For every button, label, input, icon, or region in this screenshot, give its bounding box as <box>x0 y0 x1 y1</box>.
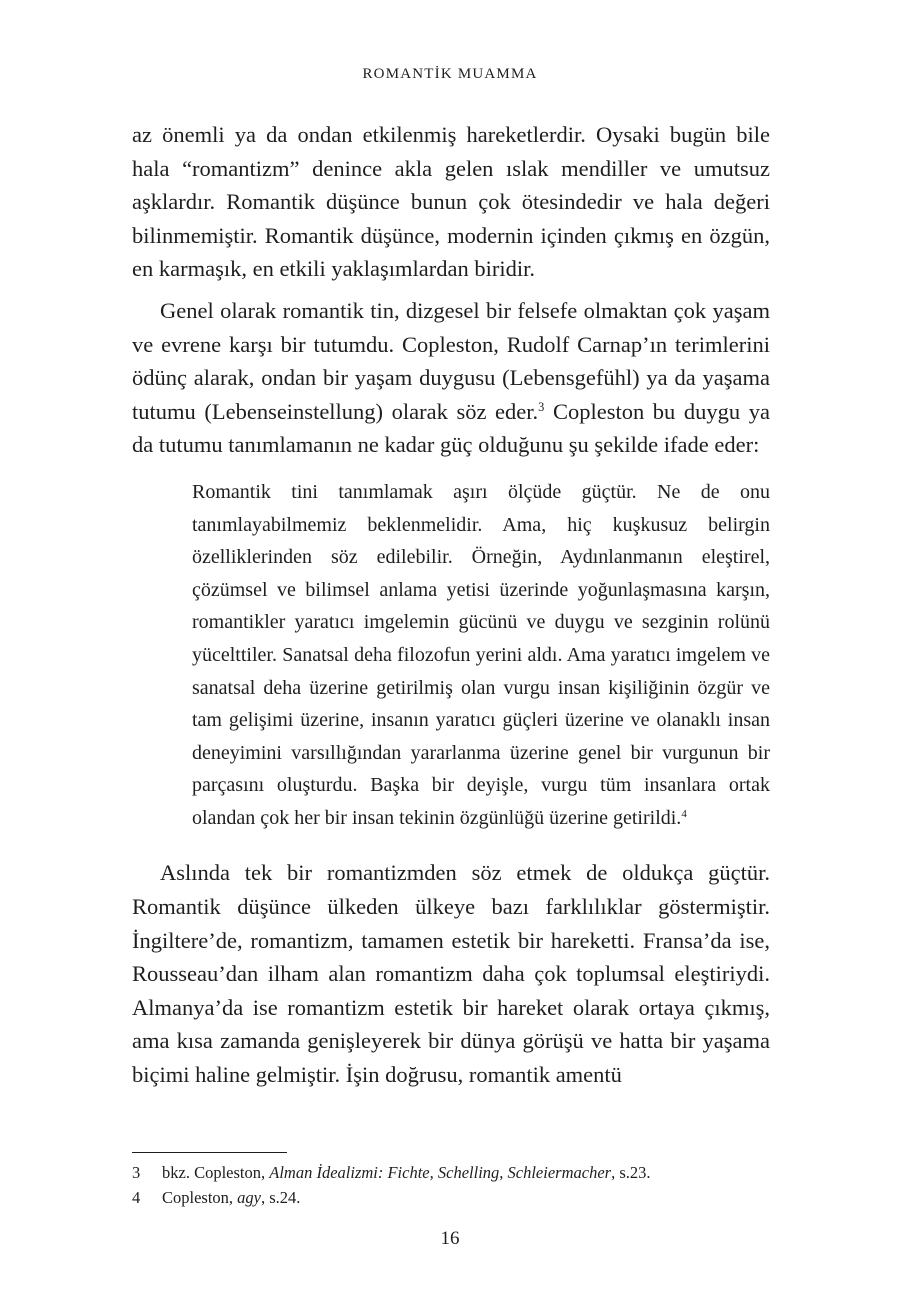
paragraph-1: az önemli ya da ondan etkilenmiş hareketlerdir. Oysaki bugün bile hala “romantizm” denince akla gelen ıslak mendiller ve umutsuz aşklardır. Romantik düşünce bunun çok ötesindedir ve hala değeri bilinmemiştir. Romantik düşünce, modernin içinden çıkmış en özgün, en karmaşık, en etkili yaklaşımlardan biridir. <box>132 122 770 282</box>
footnotes <box>132 1160 772 1210</box>
running-title: ROMANTİK MUAMMA <box>362 66 538 82</box>
paragraph-3: Aslında tek bir romantizmden söz etmek de oldukça güçtür. Romantik düşünce ülkeden ülkeye bazı farklılıklar göstermiştir. İngiltere’de, romantizm, tamamen estetik bir hareketti. Fransa’da ise, Rousseau’dan ilham alan romantizm daha çok toplumsal eleştiriydi. Almanya’da ise romantizm estetik bir hareket olarak ortaya çıkmış, ama kısa zamanda genişleyerek bir dünya görüşü ve hatta bir yaşama biçimi haline gelmiştir. İşin doğrusu, romantik amentü <box>132 860 770 1088</box>
block-quote <box>192 476 770 835</box>
footnote-pre: Copleston, <box>162 1188 238 1207</box>
footnote-ref-4[interactable]: 4 <box>681 807 687 820</box>
paragraph-2-part-1: Genel olarak romantik tin, dizgesel bir felsefe olmaktan çok yaşam ve evrene karşı bir tutumdu. Copleston, Rudolf Carnap’ın terimlerini ödünç alarak, ondan bir yaşam duygusu (Lebensgefühl) ya da yaşama tutumu (Lebenseinstellung) olarak söz eder. <box>132 297 770 424</box>
footnote-post: , s.23. <box>611 1163 651 1182</box>
footnote-title: Alman İdealizmi: Fichte, Schelling, Schleiermacher <box>269 1163 612 1182</box>
footnote-number: 4 <box>132 1188 141 1207</box>
body-text <box>132 118 770 1092</box>
footnote-number: 3 <box>132 1163 141 1182</box>
page-number: 16 <box>440 1228 460 1249</box>
paragraph-2 <box>132 294 770 462</box>
footnote-post: , s.24. <box>261 1188 301 1207</box>
footnote-divider <box>132 1152 287 1153</box>
footnote-text <box>162 1160 651 1185</box>
footnote-ref-3[interactable]: 3 <box>538 399 545 414</box>
footnote-title: agy <box>237 1188 261 1207</box>
paragraph-2-part-2: Copleston bu duygu ya da tutumu tanımlamanın ne kadar güç olduğunu şu şekilde ifade eder: <box>132 398 770 458</box>
footnote-3 <box>132 1160 772 1185</box>
block-quote-text: Romantik tini tanımlamak aşırı ölçüde güçtür. Ne de onu tanımlayabilmemiz beklenmelidir. Ama, hiç kuşkusuz belirgin özelliklerinden söz edilebilir. Örneğin, Aydınlanmanın eleştirel, çözümsel ve bilimsel anlama yetisi üzerinde yoğunlaşmasına karşın, romantikler yaratıcı imgelemin gücünü ve duygu ve sezginin rolünü yücelttiler. Sanatsal deha filozofun yerini aldı. Ama yaratıcı imgelem ve sanatsal deha üzerine getirilmiş olan vurgu insan kişiliğinin özgür ve tam gelişimi üzerine, insanın yaratıcı güçleri üzerine ve olanaklı insan deneyimini varsıllığından yararlanma üzerine genel bir vurgunun bir parçasını oluşturdu. Başka bir deyişle, vurgu tüm insanlara ortak olandan çok her bir insan tekinin özgünlüğü üzerine getirildi. <box>192 480 770 829</box>
footnote-pre: bkz. Copleston, <box>162 1163 270 1182</box>
footnote-4 <box>132 1185 772 1210</box>
footnote-text <box>162 1185 300 1210</box>
